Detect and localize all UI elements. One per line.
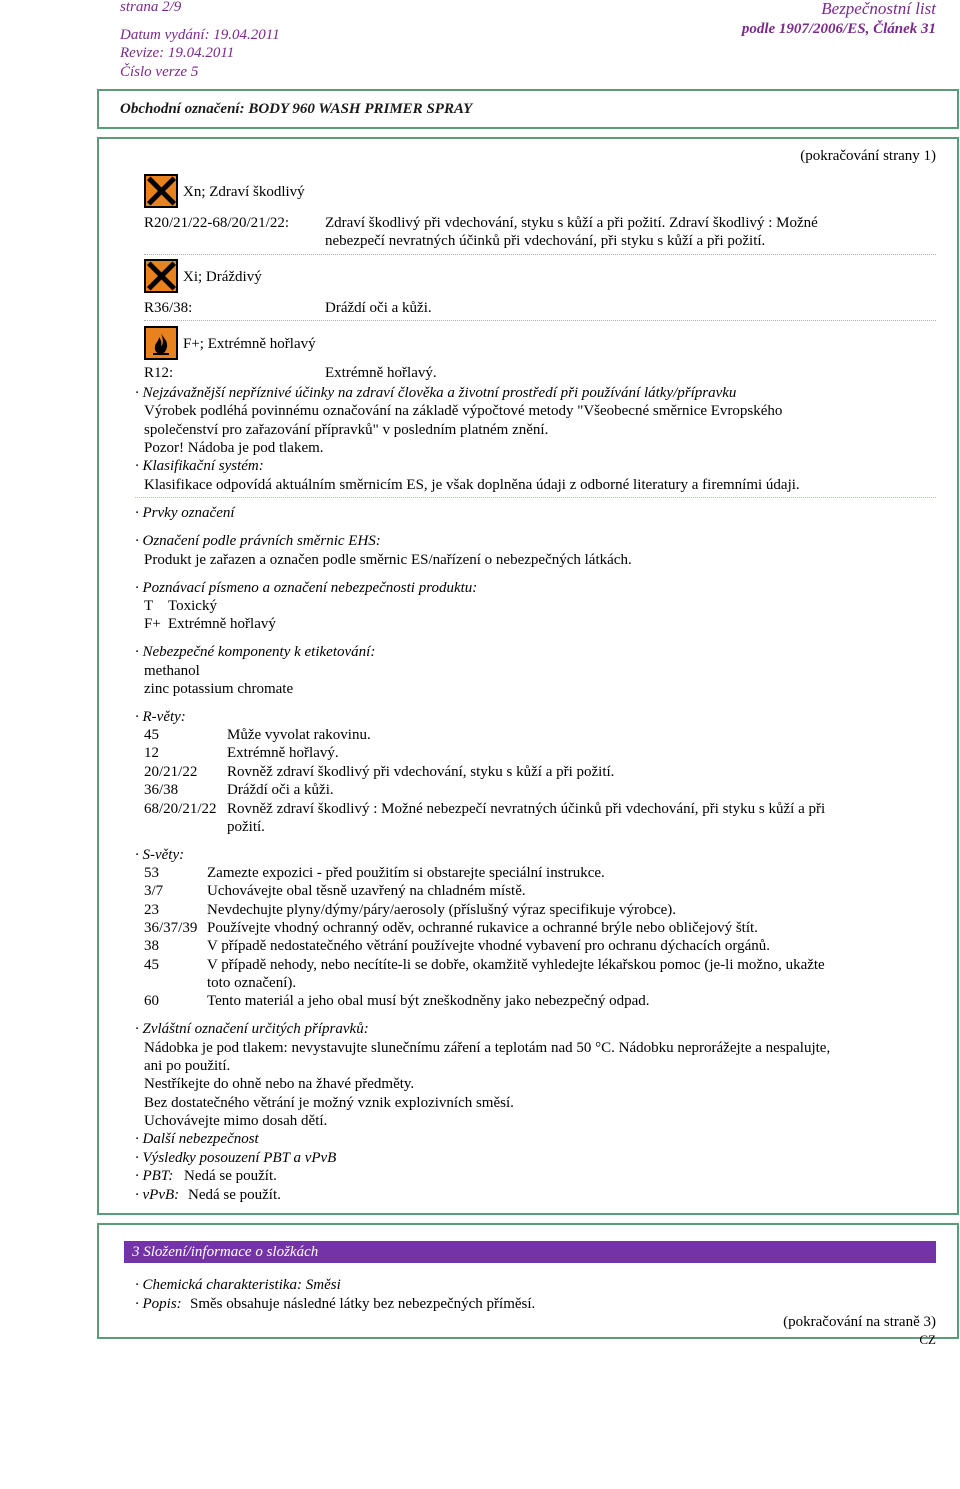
special-line-4: Bez dostatečného větrání je možný vznik explozivních směsí. (144, 1095, 514, 1111)
s-phrase-code: 3/7 (144, 883, 164, 899)
other-hazards: · Další nebezpečnost (135, 1131, 259, 1147)
s-phrase-text: V případě nehody, nebo necítíte-li se dobře, okamžitě vyhledejte lékařskou pomoc (je-li možno, ukažte (207, 957, 825, 973)
description-value: Směs obsahuje následné látky bez nebezpečných příměsí. (190, 1296, 536, 1312)
r-phrase-code: 20/21/22 (144, 764, 198, 780)
special-line-3: Nestříkejte do ohně nebo na žhavé předměty. (144, 1076, 415, 1092)
r-text-3: Extrémně hořlavý. (325, 365, 437, 381)
r-phrase-code: 12 (144, 745, 159, 761)
section-3-heading: 3 Složení/informace o složkách (124, 1241, 936, 1263)
s-phrase-code: 38 (144, 938, 159, 954)
chemical-characteristics: · Chemická charakteristika: Směsi (135, 1277, 341, 1293)
r-phrase-text-cont: požití. (227, 819, 265, 835)
regulation: podle 1907/2006/ES, Článek 31 (741, 21, 936, 37)
r-phrase-text: Rovněž zdraví škodlivý při vdechování, styku s kůží a při požití. (227, 764, 615, 780)
divider (144, 254, 936, 255)
vpvb-value: Nedá se použít. (188, 1187, 281, 1203)
trade-name-box (97, 89, 959, 129)
document-title: Bezpečnostní list (821, 0, 936, 18)
r-phrases-label: · R-věty: (135, 709, 186, 725)
special-line-1: Nádobka je pod tlakem: nevystavujte slunečnímu záření a teplotám nad 50 °C. Nádobku neprorážejte a nespalujte, (144, 1040, 831, 1056)
s-phrase-code: 23 (144, 902, 159, 918)
page-number: strana 2/9 (120, 0, 182, 15)
irritant-hazard-icon (144, 259, 178, 293)
description-label: · Popis: (135, 1296, 182, 1312)
s-phrases-label: · S-věty: (135, 847, 185, 863)
special-line-5: Uchovávejte mimo dosah dětí. (144, 1113, 328, 1129)
effects-line-2: společenství pro zařazování přípravků" v posledním platném znění. (144, 422, 549, 438)
special-label: · Zvláštní označení určitých přípravků: (135, 1021, 369, 1037)
r-phrase-code: 68/20/21/22 (144, 801, 217, 817)
component-1: methanol (144, 663, 200, 679)
s-phrase-text: Tento materiál a jeho obal musí být zneškodněny jako nebezpečný odpad. (207, 993, 650, 1009)
s-phrase-text: Používejte vhodný ochranný oděv, ochranné rukavice a ochranné brýle nebo obličejový štít. (207, 920, 758, 936)
vpvb-label: · vPvB: (135, 1187, 180, 1203)
letter-code-fplus: F+ (144, 616, 161, 632)
pbt-value: Nedá se použít. (184, 1168, 277, 1184)
r-text-1a: Zdraví škodlivý při vdechování, styku s kůží a při požití. Zdraví škodlivý : Možné (325, 215, 818, 231)
hazard-symbol-fplus: F+; Extrémně hořlavý (183, 336, 316, 352)
hazard-symbol-xi: Xi; Dráždivý (183, 269, 262, 285)
s-phrase-text-cont: toto označení). (207, 975, 297, 991)
s-phrase-text: Uchovávejte obal těsně uzavřený na chladném místě. (207, 883, 526, 899)
r-phrase-text: Extrémně hořlavý. (227, 745, 339, 761)
harmful-hazard-icon (144, 174, 178, 208)
s-phrase-text: Zamezte expozici - před použitím si obstarejte speciální instrukce. (207, 865, 605, 881)
r-code-1: R20/21/22-68/20/21/22: (144, 215, 290, 231)
revision-date: Revize: 19.04.2011 (120, 45, 235, 61)
issue-date: Datum vydání: 19.04.2011 (120, 27, 280, 43)
components-label: · Nebezpečné komponenty k etiketování: (135, 644, 376, 660)
s-phrase-code: 60 (144, 993, 159, 1009)
ehs-label: · Označení podle právních směrnic EHS: (135, 533, 381, 549)
r-text-2: Dráždí oči a kůži. (325, 300, 432, 316)
s-phrase-text: V případě nedostatečného větrání používejte vhodné vybavení pro ochranu dýchacích orgánů. (207, 938, 770, 954)
effects-line-3: Pozor! Nádoba je pod tlakem. (144, 440, 324, 456)
special-line-2: ani po použití. (144, 1058, 231, 1074)
letter-name-t: Toxický (168, 598, 217, 614)
letter-name-fplus: Extrémně hořlavý (168, 616, 276, 632)
r-code-2: R36/38: (144, 300, 193, 316)
r-phrase-code: 45 (144, 727, 159, 743)
effects-line-1: Výrobek podléhá povinnému označování na základě výpočtové metody "Všeobecné směrnice Evropského (144, 403, 783, 419)
letter-code-t: T (144, 598, 154, 614)
s-phrase-code: 53 (144, 865, 159, 881)
divider (144, 320, 936, 321)
pbt-results: · Výsledky posouzení PBT a vPvB (135, 1150, 337, 1166)
labelling-title: · Prvky označení (135, 505, 235, 521)
continued-from: (pokračování strany 1) (800, 148, 936, 164)
country-code: CZ (919, 1332, 936, 1347)
s-phrase-code: 45 (144, 957, 159, 973)
version-number: Číslo verze 5 (120, 64, 199, 80)
r-phrase-text: Může vyvolat rakovinu. (227, 727, 371, 743)
pbt-label: · PBT: (135, 1168, 174, 1184)
r-phrase-code: 36/38 (144, 782, 179, 798)
flame-hazard-icon (144, 326, 178, 360)
hazard-symbol-xn: Xn; Zdraví škodlivý (183, 184, 305, 200)
trade-name: Obchodní označení: BODY 960 WASH PRIMER SPRAY (120, 101, 473, 117)
s-phrase-text: Nevdechujte plyny/dýmy/páry/aerosoly (příslušný výraz specifikuje výrobce). (207, 902, 677, 918)
continued-on: (pokračování na straně 3) (783, 1314, 936, 1330)
r-text-1b: nebezpečí nevratných účinků při vdechování, při styku s kůží a při požití. (325, 233, 766, 249)
effects-label: · Nejzávažnější nepříznivé účinky na zdraví člověka a životní prostředí při používání látky/přípravku (135, 385, 737, 401)
classification-label: · Klasifikační systém: (135, 458, 264, 474)
ehs-text: Produkt je zařazen a označen podle směrnic ES/nařízení o nebezpečných látkách. (144, 552, 632, 568)
letters-label: · Poznávací písmeno a označení nebezpečnosti produktu: (135, 580, 478, 596)
classification-text: Klasifikace odpovídá aktuálním směrnicím ES, je však doplněna údaji z odborné literatury a firemními údaji. (144, 477, 800, 493)
s-phrase-code: 36/37/39 (144, 920, 198, 936)
divider (135, 497, 936, 498)
r-phrase-text: Rovněž zdraví škodlivý : Možné nebezpečí nevratných účinků při vdechování, při styku s kůží a při (227, 801, 826, 817)
component-2: zinc potassium chromate (144, 681, 294, 697)
r-code-3: R12: (144, 365, 174, 381)
r-phrase-text: Dráždí oči a kůži. (227, 782, 334, 798)
